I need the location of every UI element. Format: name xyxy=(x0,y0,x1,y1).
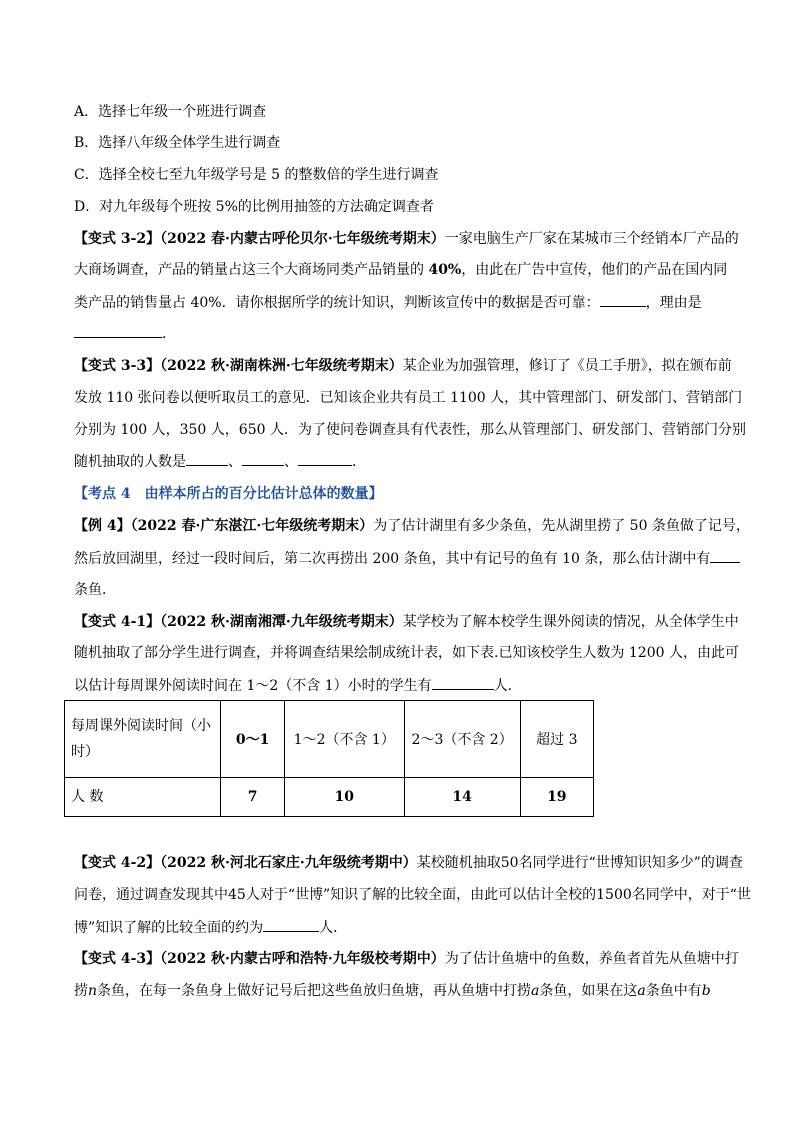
option-b: B．选择八年级全体学生进行调查 xyxy=(74,135,281,151)
question-text: 某企业为加强管理，修订了《员工手册》，拟在颁布前 xyxy=(402,358,732,374)
table-col-1-2: 1～2（不含 1） xyxy=(284,701,404,778)
answer-blank[interactable] xyxy=(432,675,494,690)
question-source: （2022 秋·内蒙古呼和浩特·九年级校考期中） xyxy=(160,951,445,967)
answer-blank[interactable] xyxy=(263,917,319,932)
variant-tag: 【变式 4-1】 xyxy=(74,614,161,630)
question-source: （2022 秋·湖南湘潭·九年级统考期末） xyxy=(160,614,403,630)
answer-blank[interactable] xyxy=(242,451,284,466)
option-d: D．对九年级每个班按 5%的比例用抽签的方法确定调查者 xyxy=(74,199,434,215)
question-text: ，由此在广告中宣传，他们的产品在国内同 xyxy=(461,262,728,278)
question-text: ． xyxy=(352,454,366,470)
table-col-0-1: 0～1 xyxy=(221,701,285,778)
reading-time-table xyxy=(64,700,594,817)
separator: 、 xyxy=(228,454,242,470)
answer-blank[interactable] xyxy=(186,451,228,466)
table-col-2-3: 2～3（不含 2） xyxy=(404,701,520,778)
question-text: ． xyxy=(162,326,176,342)
table-header-row xyxy=(65,701,594,778)
question-text: 然后放回湖里，经过一段时间后，第二次再捞出 200 条鱼，其中有记号的鱼有 10 条，那么估计湖中有 xyxy=(74,551,711,567)
variant-3-3-line4 xyxy=(74,451,366,472)
question-text: 随机抽取的人数是 xyxy=(74,454,186,470)
question-text: 博”知识了解的比较全面的约为 xyxy=(74,920,264,936)
question-text: 人. xyxy=(493,678,513,694)
table-col-over-3: 超过 3 xyxy=(520,701,593,778)
section-heading: 【考点 4 由样本所占的百分比估计总体的数量】 xyxy=(74,486,383,502)
answer-blank[interactable] xyxy=(298,451,352,466)
variant-4-1-line1 xyxy=(74,612,739,632)
example-4-line3: 条鱼． xyxy=(74,582,116,598)
variable-a: a xyxy=(637,983,646,999)
percent-value: 40% xyxy=(428,262,462,278)
variant-tag: 【变式 3-3】 xyxy=(74,358,161,374)
question-source: （2022 春·内蒙古呼伦贝尔·七年级统考期末） xyxy=(160,231,445,247)
question-text: 为了估计湖里有多少条鱼，先从湖里捞了 50 条鱼做了记号， xyxy=(373,518,750,534)
question-text: 类产品的销售量占 40%．请你根据所学的统计知识，判断该宣传中的数据是否可靠： xyxy=(74,295,600,311)
table-row-label: 人 数 xyxy=(65,778,221,817)
variable-n: n xyxy=(88,983,98,999)
answer-blank[interactable] xyxy=(74,323,162,338)
answer-blank[interactable] xyxy=(600,292,646,307)
table-cell: 7 xyxy=(221,778,285,817)
question-text: 条鱼，如果在这 xyxy=(539,983,638,999)
variable-b: b xyxy=(701,983,711,999)
table-cell: 19 xyxy=(520,778,593,817)
variant-4-2-line1 xyxy=(74,853,743,873)
header-label-line: 时） xyxy=(71,744,99,760)
variant-4-2-line3 xyxy=(74,917,347,938)
question-text: 某校随机抽取50名同学进行“世博知识知多少”的调查 xyxy=(416,855,743,871)
variable-a: a xyxy=(531,983,540,999)
header-label-line: 每周课外阅读时间（小 xyxy=(71,718,211,734)
question-text: ，理由是 xyxy=(645,295,702,311)
question-text: 以估计每周课外阅读时间在 1～2（不含 1）小时的学生有 xyxy=(74,678,432,694)
variant-tag: 【变式 4-3】 xyxy=(74,951,161,967)
variant-3-2-line1 xyxy=(74,229,739,249)
variant-3-2-line4 xyxy=(74,323,176,344)
question-text: 某学校为了解本校学生课外阅读的情况，从全体学生中 xyxy=(402,614,739,630)
variant-4-2-line2: 问卷，通过调查发现其中45人对于“世博”知识了解的比较全面，由此可以估计全校的1500名同学中，对于“世 xyxy=(74,887,751,903)
variant-3-2-line2 xyxy=(74,260,727,280)
table-cell: 14 xyxy=(404,778,520,817)
variant-tag: 【变式 4-2】 xyxy=(74,855,161,871)
variant-3-3-line2: 发放 110 张问卷以便听取员工的意见．已知该企业共有员工 1100 人，其中管理部门、研发部门、营销部门 xyxy=(74,390,743,406)
example-4-line2 xyxy=(74,548,740,569)
question-text: 一家电脑生产厂家在某城市三个经销本厂产品的 xyxy=(444,231,739,247)
variant-tag: 【变式 3-2】 xyxy=(74,231,161,247)
table-header-label xyxy=(65,701,221,778)
table-cell: 10 xyxy=(284,778,404,817)
variant-4-1-line3 xyxy=(74,675,512,696)
variant-4-1-line2: 随机抽取了部分学生进行调查，并将调查结果绘制成统计表，如下表.已知该校学生人数为 1200 人，由此可 xyxy=(74,645,739,661)
question-text: 条鱼中有 xyxy=(645,983,702,999)
question-text: 大商场调查，产品的销量占这三个大商场同类产品销量的 xyxy=(74,262,429,278)
variant-3-3-line1 xyxy=(74,356,732,376)
example-tag: 【例 4】 xyxy=(74,518,131,534)
variant-4-3-line1 xyxy=(74,949,739,969)
variant-4-3-line2 xyxy=(74,981,711,1001)
variant-3-3-line3: 分别为 100 人，350 人，650 人．为了使问卷调查具有代表性，那么从管理部门、研发部门、营销部门分别 xyxy=(74,422,746,438)
question-source: （2022 秋·湖南株洲·七年级统考期末） xyxy=(160,358,403,374)
separator: 、 xyxy=(284,454,298,470)
example-4-line1 xyxy=(74,516,750,536)
question-text: 捞 xyxy=(74,983,88,999)
variant-3-2-line3 xyxy=(74,292,702,313)
question-source: （2022 秋·河北石家庄·九年级统考期中） xyxy=(160,855,417,871)
question-text: 人． xyxy=(319,920,348,936)
question-text: 条鱼，在每一条鱼身上做好记号后把这些鱼放归鱼塘，再从鱼塘中打捞 xyxy=(97,983,532,999)
option-c: C．选择全校七至九年级学号是 5 的整数倍的学生进行调查 xyxy=(74,167,439,183)
option-a: A．选择七年级一个班进行调查 xyxy=(74,104,267,120)
answer-blank[interactable] xyxy=(710,548,740,563)
question-source: （2022 春·广东湛江·七年级统考期末） xyxy=(130,518,374,534)
question-text: 为了估计鱼塘中的鱼数，养鱼者首先从鱼塘中打 xyxy=(444,951,739,967)
table-row xyxy=(65,778,594,817)
